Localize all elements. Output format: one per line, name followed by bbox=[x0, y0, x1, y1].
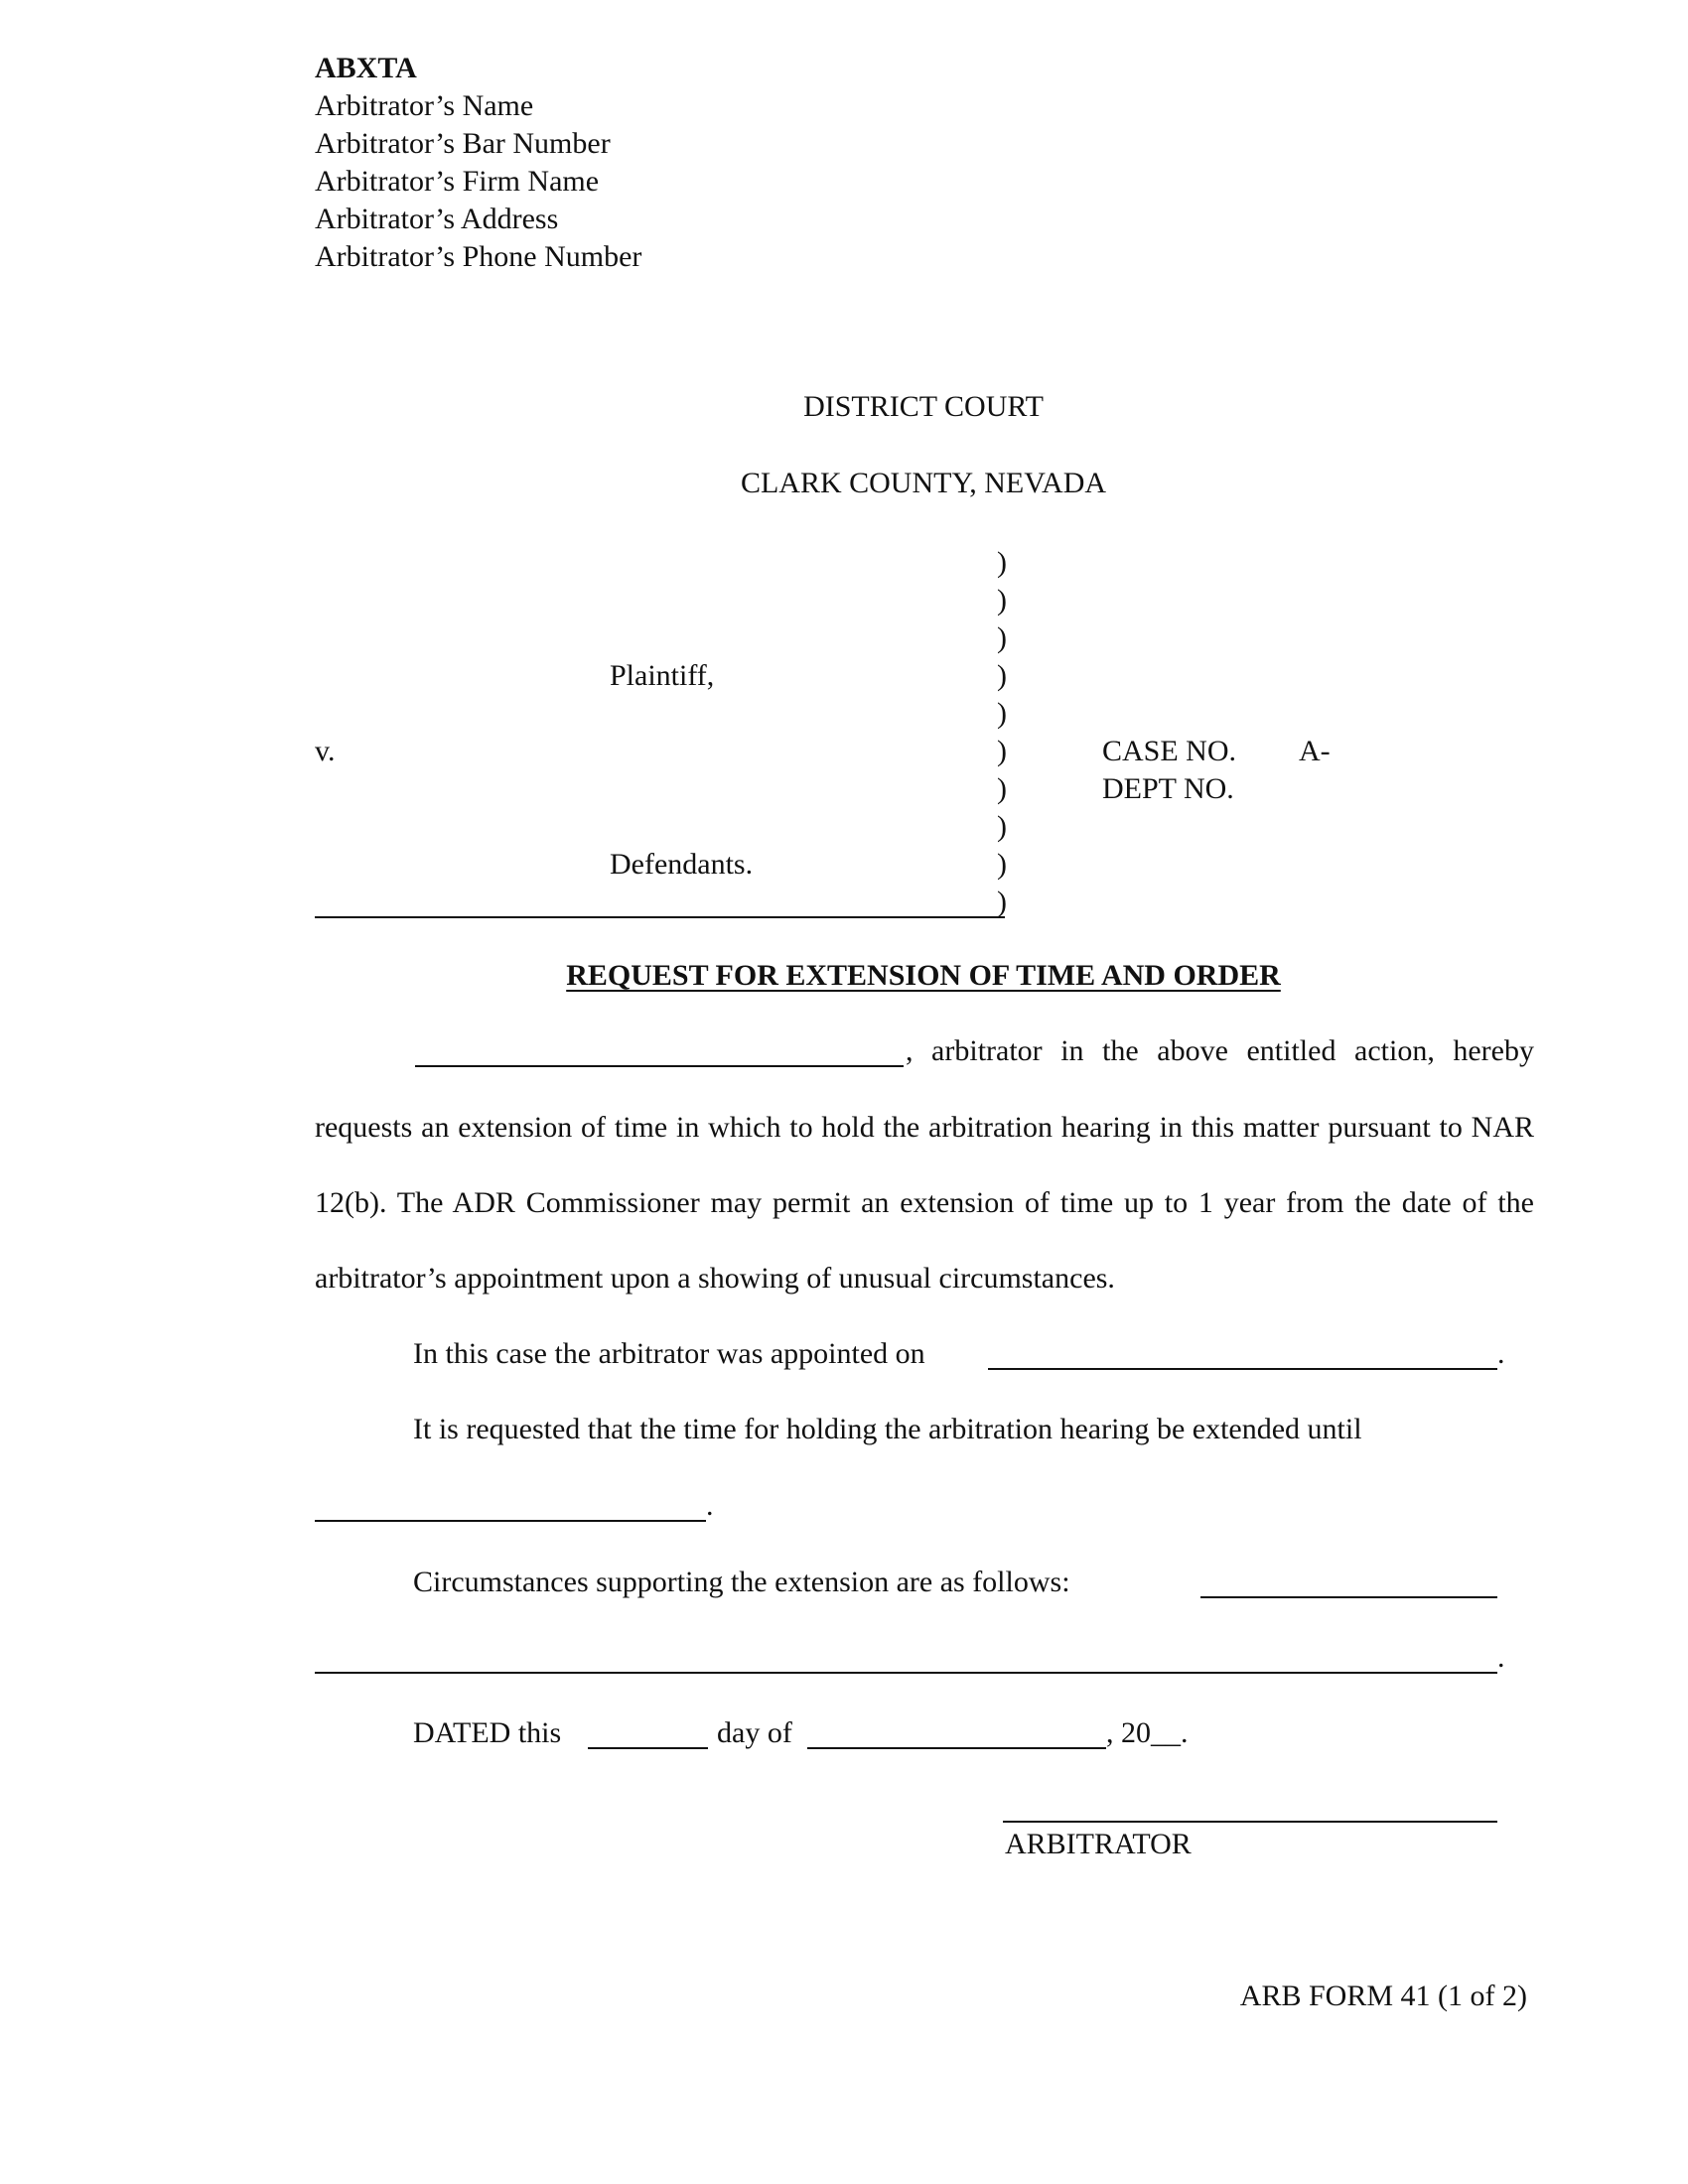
arbitrator-address-line: Arbitrator’s Address bbox=[315, 203, 559, 235]
extended-text: It is requested that the time for holding the arbitration hearing be extended until bbox=[413, 1413, 1362, 1445]
dept-number-label: DEPT NO. bbox=[1102, 772, 1234, 805]
form-footer: ARB FORM 41 (1 of 2) bbox=[1239, 1979, 1527, 2012]
caption-paren: ) bbox=[997, 584, 1007, 616]
circumstances-period: . bbox=[1497, 1641, 1505, 1674]
caption-paren: ) bbox=[997, 697, 1007, 730]
caption-paren: ) bbox=[997, 886, 1007, 918]
arbitrator-name-blank[interactable] bbox=[415, 1065, 904, 1067]
defendants-label: Defendants. bbox=[610, 848, 754, 881]
case-number-label: CASE NO. bbox=[1102, 735, 1237, 767]
court-county: CLARK COUNTY, NEVADA bbox=[740, 467, 1107, 499]
dated-text: DATED this bbox=[413, 1716, 562, 1749]
arbitrator-firm-name-line: Arbitrator’s Firm Name bbox=[315, 165, 600, 198]
appointed-text: In this case the arbitrator was appointed on bbox=[413, 1337, 925, 1370]
arbitrator-name-line: Arbitrator’s Name bbox=[315, 89, 534, 122]
plaintiff-label: Plaintiff, bbox=[610, 659, 715, 692]
appointed-date-blank[interactable] bbox=[988, 1368, 1497, 1370]
caption-paren: ) bbox=[997, 772, 1007, 805]
dated-day-blank[interactable] bbox=[588, 1747, 708, 1749]
arbitrator-phone-line: Arbitrator’s Phone Number bbox=[315, 240, 642, 273]
dated-month-blank[interactable] bbox=[807, 1747, 1106, 1749]
document-title: REQUEST FOR EXTENSION OF TIME AND ORDER bbox=[566, 959, 1281, 992]
circumstances-blank-2[interactable] bbox=[315, 1672, 1497, 1674]
signature-label: ARBITRATOR bbox=[1005, 1828, 1192, 1860]
day-of-text: day of bbox=[717, 1716, 792, 1749]
dated-year-text: , 20__. bbox=[1106, 1716, 1189, 1749]
caption-paren: ) bbox=[997, 848, 1007, 881]
extended-date-blank[interactable] bbox=[315, 1520, 706, 1522]
circumstances-text: Circumstances supporting the extension are as follows: bbox=[413, 1566, 1070, 1598]
extended-period: . bbox=[706, 1489, 714, 1522]
arbitrator-bar-number-line: Arbitrator’s Bar Number bbox=[315, 127, 611, 160]
caption-bottom-rule bbox=[315, 916, 1005, 918]
circumstances-blank-1[interactable] bbox=[1200, 1596, 1497, 1598]
versus-label: v. bbox=[315, 735, 336, 767]
signature-line[interactable] bbox=[1003, 1821, 1497, 1823]
case-number-prefix: A- bbox=[1299, 735, 1331, 767]
paragraph-1-body: requests an extension of time in which to hold the arbitration hearing in this matter pursuant to NAR 12(b). The ADR Commissioner may permit an extension of time up to 1 year from the date of the arbitrator’s appointment upon a showing of unusual circumstances. bbox=[315, 1111, 1534, 1295]
caption-paren: ) bbox=[997, 735, 1007, 767]
caption-paren: ) bbox=[997, 659, 1007, 692]
caption-paren: ) bbox=[997, 810, 1007, 843]
appointed-period: . bbox=[1497, 1337, 1505, 1370]
form-code: ABXTA bbox=[315, 52, 417, 84]
court-name: DISTRICT COURT bbox=[803, 390, 1044, 423]
caption-paren: ) bbox=[997, 621, 1007, 654]
caption-paren: ) bbox=[997, 546, 1007, 579]
paragraph-1-lead: , arbitrator in the above entitled action, hereby bbox=[906, 1034, 1534, 1067]
